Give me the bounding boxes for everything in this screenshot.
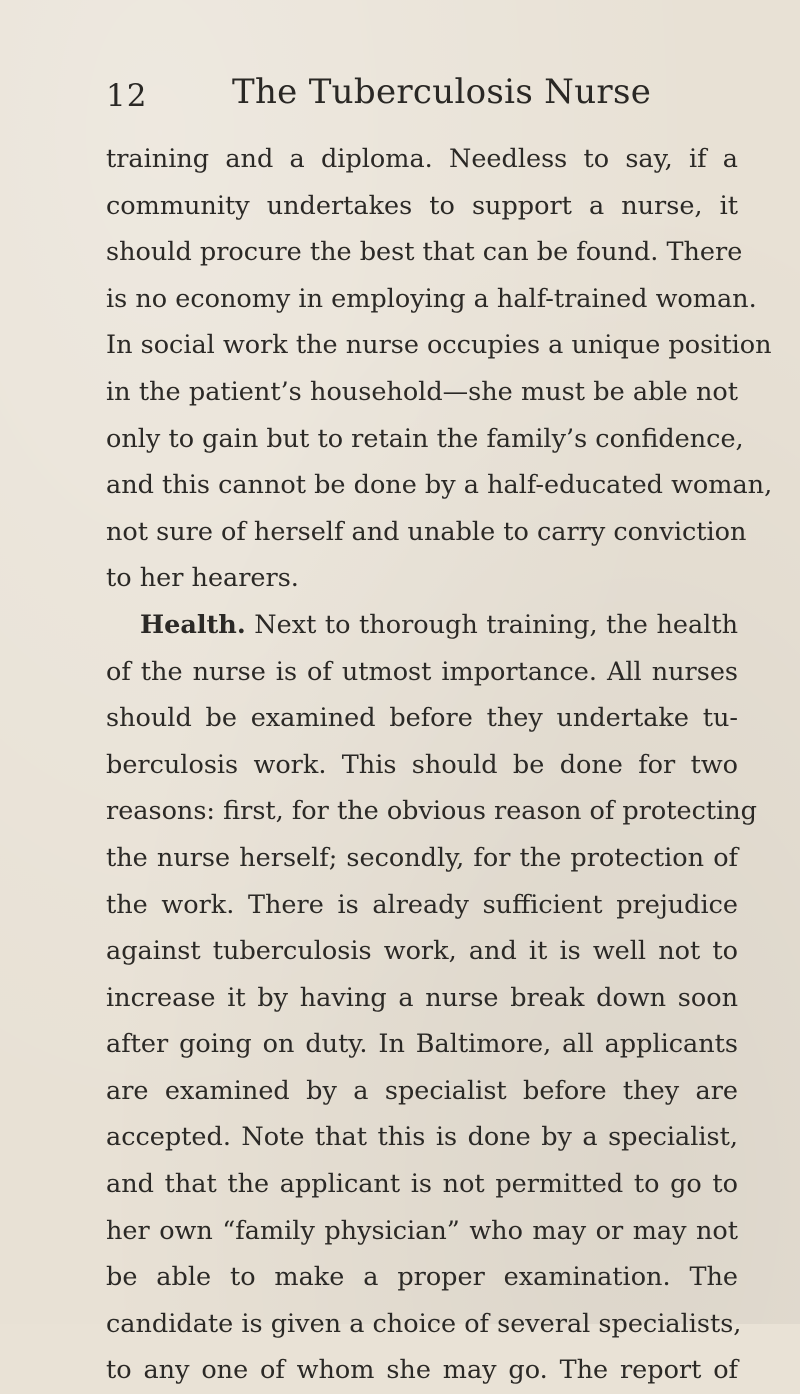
- text-line: against tuberculosis work, and it is well not to: [106, 936, 738, 967]
- text-line: should be examined before they undertake tu-: [106, 703, 738, 734]
- body-text: [106, 136, 773, 1394]
- text-line: training and a diploma. Needless to say, if a: [106, 144, 738, 174]
- text-line: reasons: first, for the obvious reason of protecting: [106, 796, 758, 827]
- text-line: In social work the nurse occupies a unique position: [106, 330, 772, 361]
- text-fragment: Next to thorough training, the health: [254, 609, 738, 640]
- paragraph-first-line: [106, 602, 738, 649]
- text-line: in the patient’s household—she must be able not: [106, 376, 738, 407]
- text-line: is no economy in employing a half-trained woman.: [106, 283, 757, 314]
- text-line: to any one of whom she may go. The report of: [106, 1355, 738, 1386]
- text-line: only to gain but to retain the family’s confidence,: [106, 423, 744, 454]
- text-line: and this cannot be done by a half-educated woman,: [106, 470, 773, 501]
- text-line: candidate is given a choice of several specialists,: [106, 1308, 742, 1339]
- text-line: be able to make a proper examination. The: [106, 1262, 738, 1293]
- text-line: and that the applicant is not permitted to go to: [106, 1169, 738, 1200]
- text-line: accepted. Note that this is done by a specialist,: [106, 1122, 738, 1153]
- text-line: not sure of herself and unable to carry conviction: [106, 516, 747, 547]
- text-line: the work. There is already sufficient prejudice: [106, 889, 738, 920]
- text-line: should procure the best that can be found. There: [106, 237, 743, 268]
- text-line: the nurse herself; secondly, for the protection of: [106, 842, 738, 873]
- text-line: increase it by having a nurse break down soon: [106, 982, 738, 1013]
- text-line: are examined by a specialist before they are: [106, 1075, 738, 1106]
- run-in-heading: Health.: [140, 609, 246, 640]
- text-line: her own “family physician” who may or may not: [106, 1215, 738, 1246]
- text-line: to her hearers.: [106, 563, 299, 594]
- text-line: of the nurse is of utmost importance. All nurses: [106, 656, 738, 687]
- running-head: [106, 72, 746, 116]
- text-line: community undertakes to support a nurse, it: [106, 190, 738, 221]
- text-line: berculosis work. This should be done for two: [106, 749, 738, 780]
- text-line: after going on duty. In Baltimore, all applicants: [106, 1029, 738, 1060]
- running-title: The Tuberculosis Nurse: [232, 72, 652, 112]
- page-number: 12: [106, 78, 148, 114]
